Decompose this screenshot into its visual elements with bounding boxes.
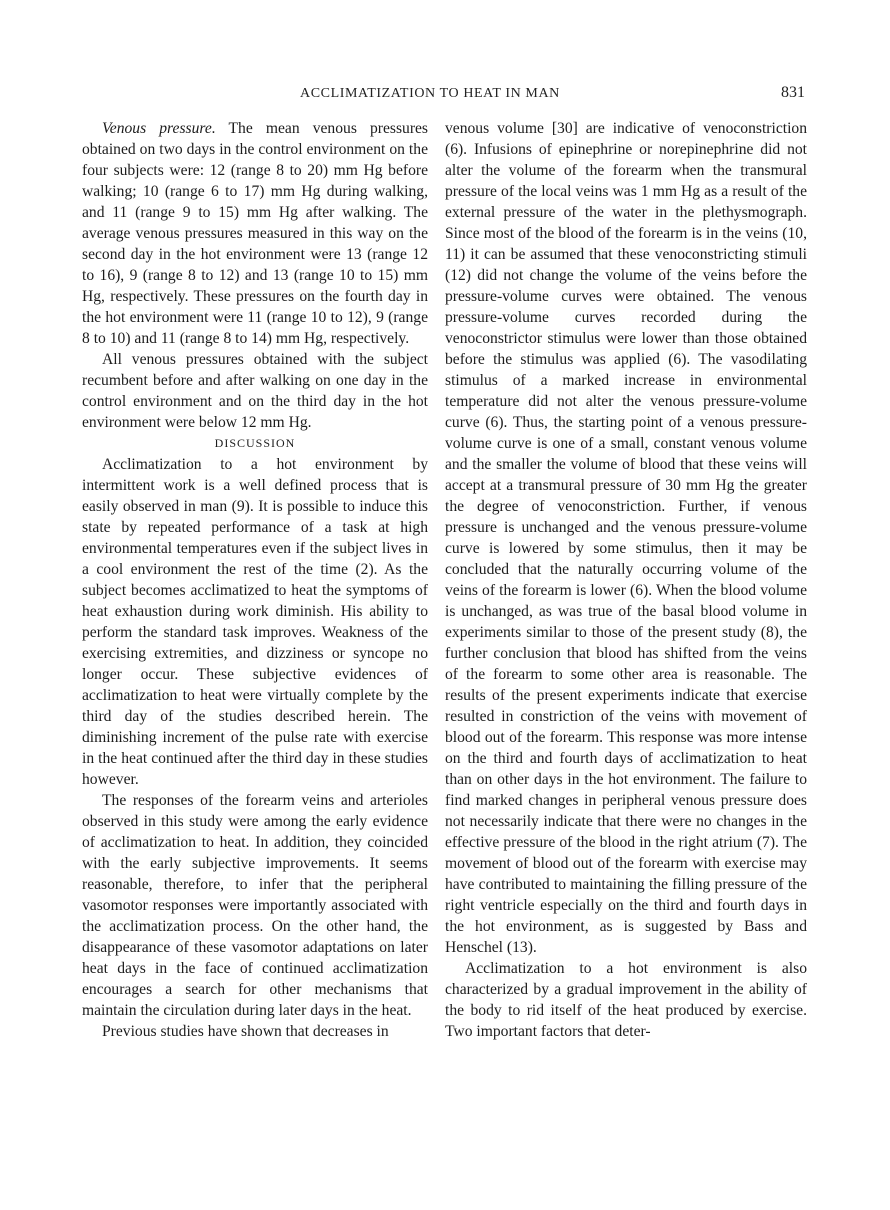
- running-title: ACCLIMATIZATION TO HEAT IN MAN: [300, 86, 560, 101]
- discussion-paragraph-3-continuation: venous volume [30] are indicative of venoconstriction (6). Infusions of epinephrine or norepinephrine did not alter the volume of the forearm when the transmural pressure of the local veins was 1 mm Hg as a result of the external pressure of the water in the plethysmograph. Since most of the blood of the forearm is in the veins (10, 11) it can be assumed that these venoconstricting stimuli (12) did not change the volume of the veins before the pressure-volume curves were obtained. The venous pressure-volume curves recorded during the venoconstrictor stimulus were lower than those obtained before the stimulus was applied (6). The vasodilating stimulus of a marked increase in environmental temperature did not alter the venous pressure-volume curve (6). Thus, the starting point of a venous pressure-volume curve is one of a small, constant venous volume and the smaller the volume of blood that these veins will accept at a transmural pressure of 30 mm Hg the greater the degree of venoconstriction. Further, if venous pressure is unchanged and the venous pressure-volume curve is lowered by some stimulus, then it may be concluded that the naturally occurring volume of the veins of the forearm is lower (6). When the blood volume is unchanged, as was true of the basal blood volume in experiments similar to those of the present study (8), the further conclusion that blood has shifted from the veins of the forearm to some other area is reasonable. The results of the present experiments indicate that exercise resulted in constriction of the veins with movement of blood out of the forearm. This response was more intense on the third and fourth days of acclimatization to heat than on other days in the hot environment. The failure to find marked changes in peripheral venous pressure does not necessarily indicate that there were no changes in the effective pressure of the blood in the right atrium (7). The movement of blood out of the forearm with exercise may have contributed to maintaining the filling pressure of the right ventricle especially on the third and fourth days in the hot environment, as is suggested by Bass and Henschel (13).: [445, 120, 807, 956]
- discussion-heading: DISCUSSION: [214, 436, 296, 450]
- venous-pressure-run-in-heading: Venous pressure.: [102, 120, 216, 137]
- discussion-paragraph-3-start: Previous studies have shown that decreases in: [102, 1023, 389, 1040]
- recumbent-pressure-paragraph: All venous pressures obtained with the subject recumbent before and after walking on one day in the control environment and on the third day in the hot environment were below 12 mm Hg.: [82, 351, 428, 431]
- left-column: [82, 118, 428, 1042]
- running-head: [0, 84, 890, 108]
- venous-pressure-text: The mean venous pressures obtained on two days in the control environment on the four subjects were: 12 (range 8 to 20) mm Hg before walking; 10 (range 6 to 17) mm Hg during walking, and 11 (range 9 to 15) mm Hg after walking. The average venous pressures measured in this way on the second day in the hot environment were 13 (range 12 to 16), 9 (range 8 to 12) and 13 (range 10 to 15) mm Hg, respectively. These pressures on the fourth day in the hot environment were 11 (range 10 to 12), 9 (range 8 to 10) and 11 (range 8 to 14) mm Hg, respectively.: [82, 120, 428, 347]
- discussion-paragraph-2: The responses of the forearm veins and arterioles observed in this study were among the early evidence of acclimatization to heat. In addition, they coincided with the early subjective improvements. It seems reasonable, therefore, to infer that the peripheral vasomotor responses were importantly associated with the acclimatization process. On the other hand, the disappearance of these vasomotor adaptations on later heat days in the face of continued acclimatization encourages a search for other mechanisms that maintain the circulation during later days in the heat.: [82, 792, 428, 1019]
- discussion-paragraph-1: Acclimatization to a hot environment by intermittent work is a well defined process that is easily observed in man (9). It is possible to induce this state by repeated performance of a task at high environmental temperatures even if the subject lives in a cool environment the rest of the time (2). As the subject becomes acclimatized to heat the symptoms of heat exhaustion during work diminish. His ability to perform the standard task improves. Weakness of the exercising extremities, and dizziness or syncope no longer occur. These subjective evidences of acclimatization to heat were virtually complete by the third day of the studies described herein. The diminishing increment of the pulse rate with exercise in the heat continued after the third day in these studies however.: [82, 456, 428, 788]
- venous-pressure-paragraph: [82, 118, 428, 349]
- discussion-paragraph-4: Acclimatization to a hot environment is also characterized by a gradual improvement in the ability of the body to rid itself of the heat produced by exercise. Two important factors that deter-: [445, 960, 807, 1040]
- right-column: [445, 118, 807, 1042]
- page-number: 831: [781, 84, 805, 101]
